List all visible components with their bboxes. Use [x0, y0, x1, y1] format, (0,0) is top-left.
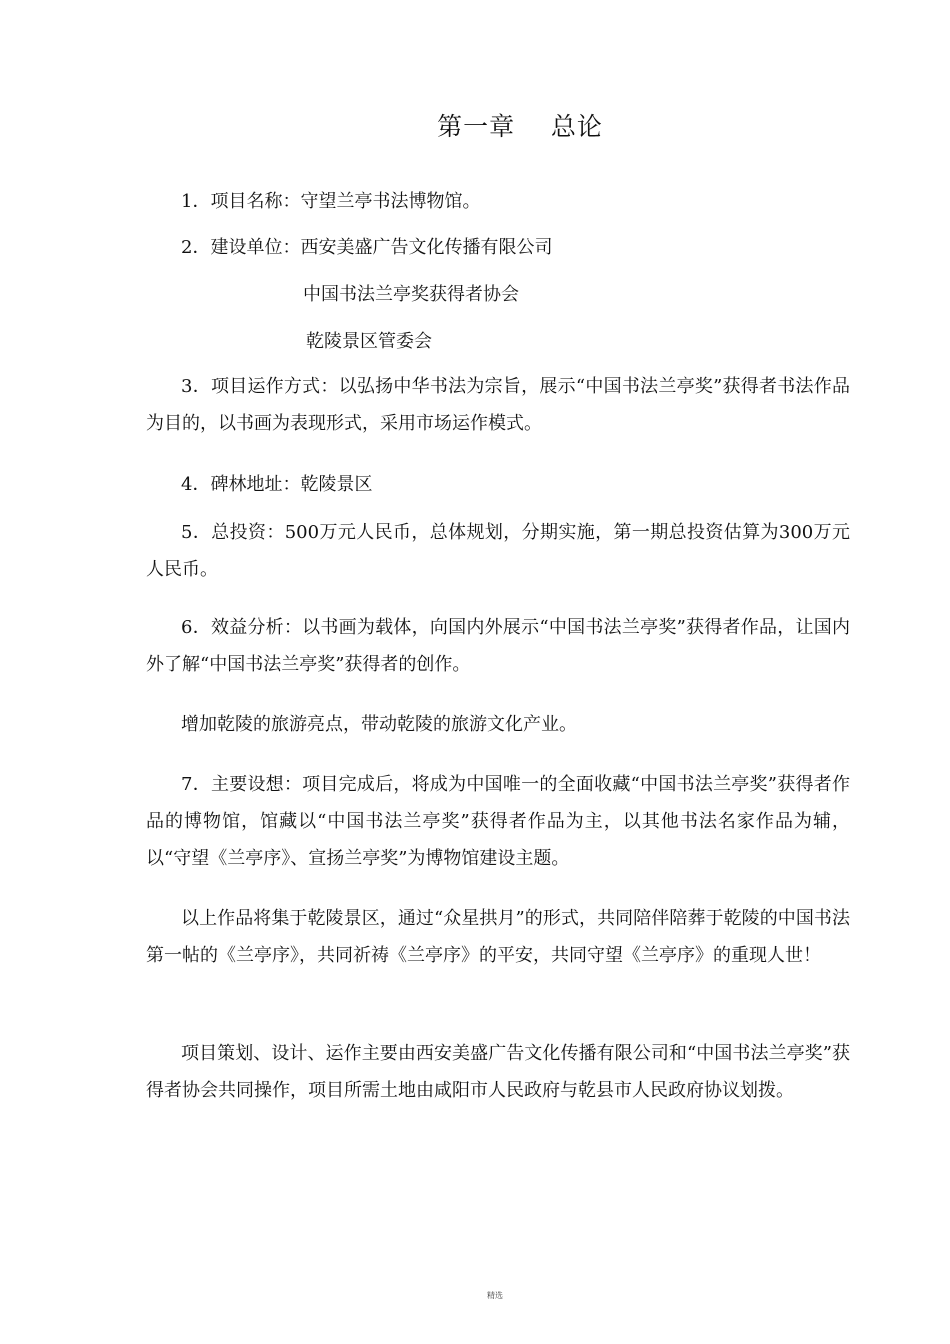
- page-footer: 精选: [487, 1291, 503, 1300]
- item-builder: 2．建设单位：西安美盛广告文化传播有限公司: [181, 237, 553, 258]
- item-main-concept: 7．主要设想：项目完成后，将成为中国唯一的全面收藏“中国书法兰亭奖”获得者作品的博物馆，馆藏以“中国书法兰亭奖”获得者作品为主，以其他书法名家作品为辅，以“守望《兰亭序》、宣扬兰亭奖”为博物馆建设主题。: [146, 774, 850, 869]
- item-operation-mode: 3．项目运作方式：以弘扬中华书法为宗旨，展示“中国书法兰亭奖”获得者书法作品为目的，以书画为表现形式，采用市场运作模式。: [146, 376, 850, 434]
- paragraph-works-gathering: 以上作品将集于乾陵景区，通过“众星拱月”的形式，共同陪伴陪葬于乾陵的中国书法第一帖的《兰亭序》，共同祈祷《兰亭序》的平安，共同守望《兰亭序》的重现人世！: [146, 908, 850, 966]
- item-site-address: 4．碑林地址：乾陵景区: [181, 474, 373, 495]
- paragraph-project-operation: 项目策划、设计、运作主要由西安美盛广告文化传播有限公司和“中国书法兰亭奖”获得者协会共同操作，项目所需土地由咸阳市人民政府与乾县市人民政府协议划拨。: [146, 1043, 850, 1101]
- chapter-title: 第一章 总论: [437, 112, 603, 141]
- benefit-continuation: 增加乾陵的旅游亮点，带动乾陵的旅游文化产业。: [181, 714, 577, 735]
- item-builder-3: 乾陵景区管委会: [306, 331, 432, 352]
- item-benefit-analysis: 6．效益分析：以书画为载体，向国内外展示“中国书法兰亭奖”获得者作品，让国内外了解“中国书法兰亭奖”获得者的创作。: [146, 617, 850, 675]
- item-investment: 5．总投资：500万元人民币，总体规划，分期实施，第一期总投资估算为300万元人民币。: [146, 522, 850, 580]
- item-project-name: 1．项目名称：守望兰亭书法博物馆。: [181, 191, 481, 212]
- item-builder-2: 中国书法兰亭奖获得者协会: [303, 284, 519, 305]
